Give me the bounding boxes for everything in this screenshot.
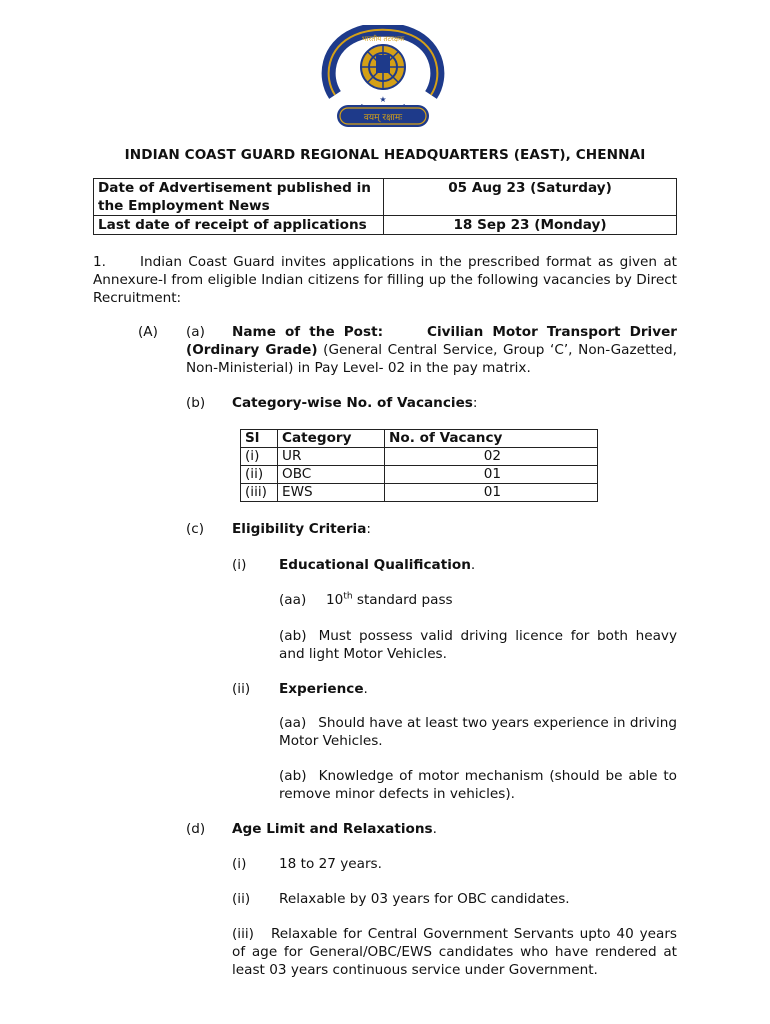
vacancy-heading-line: Category-wise No. of Vacancies: (232, 395, 478, 411)
intro-paragraph (93, 253, 677, 307)
para-number: 1. (93, 254, 106, 270)
page-heading: INDIAN COAST GUARD REGIONAL HEADQUARTERS (EAST), CHENNAI (124, 147, 646, 163)
table-row (241, 448, 598, 466)
row-count: 01 (385, 466, 598, 484)
edu-aa-text: 10th standard pass (326, 591, 453, 608)
age-i-marker: (i) (232, 856, 247, 872)
exp-heading: Experience (279, 681, 364, 697)
eligibility-heading: Eligibility Criteria (232, 521, 367, 537)
subsection-d-marker: (d) (186, 821, 206, 837)
last-date-value: 18 Sep 23 (Monday) (384, 216, 677, 235)
subsection-b-marker: (b) (186, 395, 206, 411)
edu-ab-marker: (ab) (279, 628, 307, 644)
exp-aa-marker: (aa) (279, 715, 307, 731)
ad-date-value: 05 Aug 23 (Saturday) (384, 179, 677, 216)
age-i-text: 18 to 27 years. (279, 856, 382, 872)
row-count: 01 (385, 484, 598, 502)
post-label: Name of the Post: (232, 324, 384, 340)
age-ii-marker: (ii) (232, 891, 251, 907)
last-date-label: Last date of receipt of applications (94, 216, 384, 235)
age-iii-text: Relaxable for Central Government Servants upto 40 years of age for General/OBC/EWS candidates who have rendered at least 03 years continuous service under Government. (232, 926, 677, 978)
age-iii-marker: (iii) (232, 926, 254, 942)
exp-ab-paragraph (279, 767, 677, 803)
row-category: EWS (278, 484, 385, 502)
table-row (241, 484, 598, 502)
row-sl: (i) (241, 448, 278, 466)
edu-aa-marker: (aa) (279, 592, 307, 608)
section-a-marker: (A) (138, 324, 158, 340)
row-sl: (ii) (241, 466, 278, 484)
subsection-a-marker: (a) (186, 324, 205, 340)
edu-heading-line: Educational Qualification. (279, 557, 476, 573)
exp-marker: (ii) (232, 681, 251, 697)
age-heading: Age Limit and Relaxations (232, 821, 433, 837)
coast-guard-emblem (315, 25, 451, 131)
col-header-sl: Sl (241, 430, 278, 448)
advertisement-info-table (93, 178, 677, 235)
logo-top-text: भारतीय तटरक्षक (361, 35, 405, 43)
row-count: 02 (385, 448, 598, 466)
intro-text: Indian Coast Guard invites applications in the prescribed format as given at Annexure-I from eligible Indian citizens for filling up the following vacancies by Direct Recruitment: (93, 254, 677, 306)
edu-marker: (i) (232, 557, 247, 573)
vacancy-table (240, 429, 598, 502)
exp-ab-marker: (ab) (279, 768, 307, 784)
row-sl: (iii) (241, 484, 278, 502)
svg-text:★: ★ (379, 95, 387, 104)
exp-ab-text: Knowledge of motor mechanism (should be able to remove minor defects in vehicles). (279, 768, 677, 802)
eligibility-heading-line: Eligibility Criteria: (232, 521, 371, 537)
col-header-category: Category (278, 430, 385, 448)
exp-aa-paragraph (279, 714, 677, 750)
age-ii-text: Relaxable by 03 years for OBC candidates. (279, 891, 570, 907)
exp-heading-line: Experience. (279, 681, 368, 697)
post-paragraph (186, 323, 677, 377)
table-row (241, 466, 598, 484)
exp-aa-text: Should have at least two years experience in driving Motor Vehicles. (279, 715, 677, 749)
edu-ab-paragraph (279, 627, 677, 663)
post-name: Civilian Motor Transport Driver (Ordinary Grade) (186, 324, 678, 358)
logo-motto: वयम् रक्षामः (363, 113, 403, 123)
edu-heading: Educational Qualification (279, 557, 471, 573)
vacancy-heading: Category-wise No. of Vacancies (232, 395, 473, 411)
ad-date-label: Date of Advertisement published in the Employment News (94, 179, 384, 216)
age-iii-paragraph (232, 925, 677, 979)
col-header-vacancy: No. of Vacancy (385, 430, 598, 448)
age-heading-line: Age Limit and Relaxations. (232, 821, 437, 837)
row-category: UR (278, 448, 385, 466)
row-category: OBC (278, 466, 385, 484)
post-detail: (General Central Service, Group ‘C’, Non-Gazetted, Non-Ministerial) in Pay Level- 02 in the pay matrix. (186, 342, 677, 376)
edu-ab-text: Must possess valid driving licence for both heavy and light Motor Vehicles. (279, 628, 677, 662)
subsection-c-marker: (c) (186, 521, 205, 537)
